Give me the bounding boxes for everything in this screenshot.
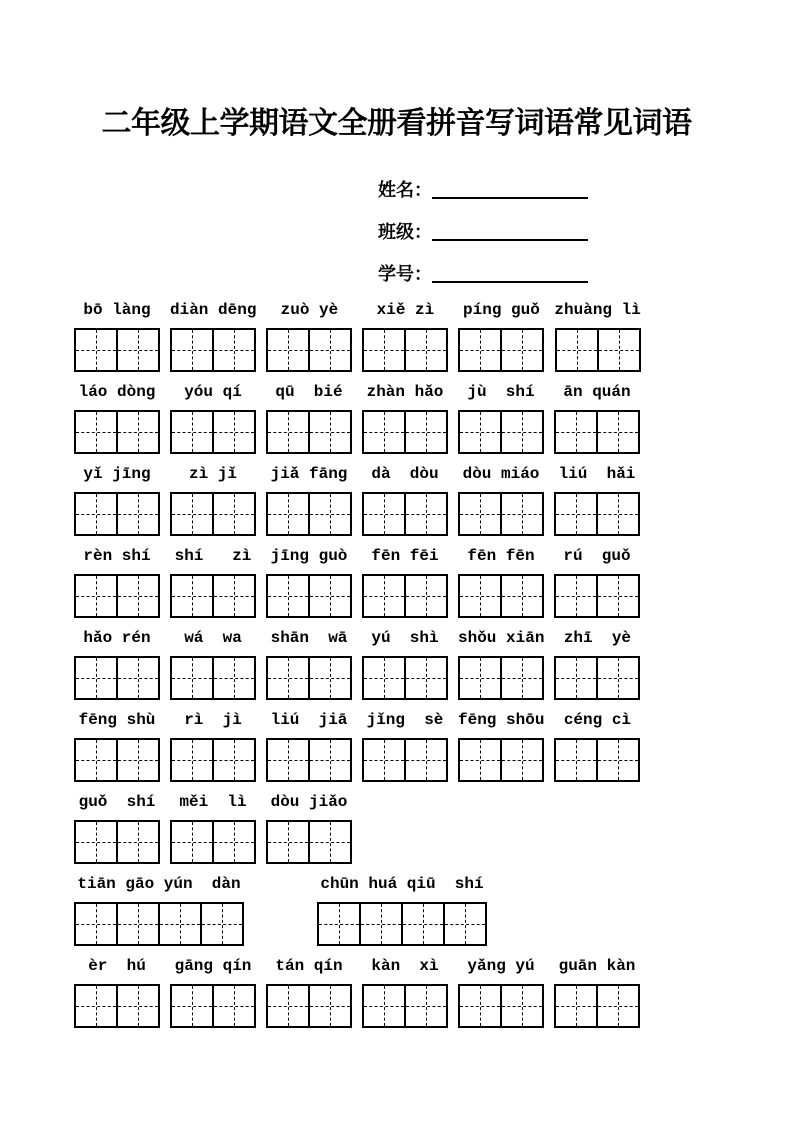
word-unit (170, 956, 256, 1028)
pinyin-label: jīng guò (270, 547, 348, 565)
pinyin-label: zuò yè (280, 301, 339, 319)
word-unit (170, 792, 256, 864)
writing-grid[interactable] (170, 738, 256, 782)
word-row (74, 956, 793, 1028)
word-unit (266, 382, 352, 454)
writing-grid[interactable] (458, 984, 544, 1028)
pinyin-label: chūn huá qiū shí (320, 875, 484, 893)
word-row (74, 546, 793, 618)
grid-cell[interactable] (268, 740, 308, 780)
grid-cell[interactable] (268, 494, 308, 534)
writing-grid[interactable] (266, 984, 352, 1028)
grid-cell[interactable] (76, 658, 116, 698)
word-unit (458, 710, 544, 782)
grid-cell[interactable] (460, 494, 500, 534)
writing-grid[interactable] (266, 656, 352, 700)
grid-cell[interactable] (308, 986, 350, 1026)
word-row (74, 792, 793, 864)
pinyin-label: zì jǐ (188, 465, 237, 483)
writing-grid[interactable] (170, 574, 256, 618)
grid-cell[interactable] (268, 576, 308, 616)
grid-cell[interactable] (116, 412, 158, 452)
word-row (74, 464, 793, 536)
grid-cell[interactable] (76, 904, 116, 944)
word-unit (74, 300, 160, 372)
grid-cell[interactable] (308, 822, 350, 862)
grid-cell[interactable] (596, 986, 638, 1026)
word-unit (266, 710, 352, 782)
writing-grid[interactable] (266, 738, 352, 782)
grid-cell[interactable] (401, 904, 443, 944)
pinyin-label: guān kàn (558, 957, 636, 975)
word-unit (74, 792, 160, 864)
writing-grid[interactable] (266, 410, 352, 454)
grid-cell[interactable] (116, 904, 158, 944)
pinyin-label: láo dòng (78, 383, 156, 401)
grid-cell[interactable] (308, 576, 350, 616)
writing-grid[interactable] (554, 574, 640, 618)
grid-cell[interactable] (364, 330, 404, 370)
pinyin-label: dòu jiǎo (270, 793, 348, 811)
pinyin-label: píng guǒ (463, 301, 540, 319)
word-unit (74, 382, 160, 454)
word-row (74, 628, 793, 700)
pinyin-label: dòu miáo (462, 465, 540, 483)
grid-cell[interactable] (200, 904, 242, 944)
grid-cell[interactable] (172, 658, 212, 698)
student-number-fill-in-line[interactable] (432, 264, 588, 283)
grid-cell[interactable] (404, 494, 446, 534)
pinyin-label: céng cì (563, 711, 632, 729)
word-unit (362, 464, 448, 536)
grid-cell[interactable] (308, 412, 350, 452)
pinyin-label: yǎng yú (467, 957, 535, 975)
word-unit (458, 464, 544, 536)
info-field-class (378, 210, 793, 252)
writing-grid[interactable] (170, 328, 256, 372)
writing-grid[interactable] (554, 492, 640, 536)
word-unit (170, 546, 256, 618)
word-unit (266, 956, 352, 1028)
grid-cell[interactable] (76, 494, 116, 534)
writing-grid[interactable] (170, 410, 256, 454)
grid-cell[interactable] (172, 822, 212, 862)
grid-cell[interactable] (460, 330, 500, 370)
pinyin-label: dà dòu (371, 465, 439, 483)
writing-grid[interactable] (458, 738, 544, 782)
grid-cell[interactable] (212, 986, 254, 1026)
word-unit (266, 792, 352, 864)
class-field-label: 班级： (378, 222, 432, 242)
grid-cell[interactable] (500, 658, 542, 698)
writing-grid[interactable] (74, 410, 160, 454)
writing-grid[interactable] (362, 328, 448, 372)
pinyin-label: yóu qí (184, 383, 242, 401)
writing-grid[interactable] (74, 738, 160, 782)
pinyin-label: tiān gāo yún dàn (77, 875, 241, 893)
word-unit (266, 546, 352, 618)
grid-cell[interactable] (212, 658, 254, 698)
grid-cell[interactable] (404, 740, 446, 780)
writing-grid[interactable] (170, 492, 256, 536)
writing-grid[interactable] (458, 656, 544, 700)
writing-grid[interactable] (362, 574, 448, 618)
grid-cell[interactable] (76, 412, 116, 452)
pinyin-label: fēng shōu (458, 711, 545, 729)
word-unit (362, 710, 448, 782)
grid-cell[interactable] (212, 740, 254, 780)
grid-cell[interactable] (404, 576, 446, 616)
pinyin-label: kàn xì (371, 957, 439, 975)
grid-cell[interactable] (596, 740, 638, 780)
writing-grid[interactable] (555, 328, 641, 372)
grid-cell[interactable] (460, 576, 500, 616)
pinyin-label: zhuàng lì (554, 301, 641, 319)
pinyin-label: qū bié (275, 383, 343, 401)
pinyin-label: wá wa (184, 629, 242, 647)
grid-cell[interactable] (596, 576, 638, 616)
pinyin-label: èr hú (88, 957, 146, 975)
word-row (74, 382, 793, 454)
pinyin-label: rú guǒ (563, 547, 631, 565)
grid-cell[interactable] (364, 494, 404, 534)
writing-grid[interactable] (458, 492, 544, 536)
pinyin-label: rèn shí (83, 547, 151, 565)
writing-grid[interactable] (170, 820, 256, 864)
grid-cell[interactable] (500, 494, 542, 534)
pinyin-label: yú shì (371, 629, 439, 647)
grid-cell[interactable] (172, 412, 212, 452)
word-unit (458, 300, 544, 372)
grid-cell[interactable] (76, 330, 116, 370)
student-info (378, 168, 793, 294)
writing-grid[interactable] (554, 656, 640, 700)
writing-grid[interactable] (362, 984, 448, 1028)
grid-cell[interactable] (268, 330, 308, 370)
grid-cell[interactable] (172, 330, 212, 370)
pinyin-label: xiě zì (376, 301, 435, 319)
writing-grid[interactable] (170, 984, 256, 1028)
writing-grid[interactable] (74, 820, 160, 864)
word-unit (74, 464, 160, 536)
writing-grid[interactable] (362, 410, 448, 454)
pinyin-label: jǐng sè (366, 711, 444, 729)
name-fill-in-line[interactable] (432, 180, 588, 199)
writing-grid[interactable] (74, 574, 160, 618)
grid-cell[interactable] (556, 412, 596, 452)
grid-cell[interactable] (556, 658, 596, 698)
word-unit (554, 300, 640, 372)
grid-cell[interactable] (460, 740, 500, 780)
word-unit (362, 956, 448, 1028)
info-field-student-number (378, 252, 793, 294)
grid-cell[interactable] (500, 986, 542, 1026)
grid-cell[interactable] (596, 412, 638, 452)
grid-cell[interactable] (500, 740, 542, 780)
pinyin-label: hǎo rén (83, 629, 151, 647)
writing-grid[interactable] (362, 492, 448, 536)
grid-cell[interactable] (308, 494, 350, 534)
writing-grid[interactable] (266, 820, 352, 864)
grid-cell[interactable] (308, 740, 350, 780)
grid-cell[interactable] (359, 904, 401, 944)
word-unit (554, 382, 640, 454)
pinyin-label: bō làng (83, 301, 151, 319)
grid-cell[interactable] (116, 330, 158, 370)
grid-cell[interactable] (268, 986, 308, 1026)
grid-cell[interactable] (268, 822, 308, 862)
pinyin-label: liú jiā (270, 711, 348, 729)
grid-cell[interactable] (404, 986, 446, 1026)
word-unit (170, 300, 256, 372)
grid-cell[interactable] (460, 986, 500, 1026)
grid-cell[interactable] (364, 576, 404, 616)
word-unit (458, 382, 544, 454)
pinyin-label: jù shí (467, 383, 535, 401)
word-unit (554, 710, 640, 782)
grid-cell[interactable] (404, 658, 446, 698)
grid-cell[interactable] (404, 412, 446, 452)
grid-cell[interactable] (500, 576, 542, 616)
word-unit (458, 628, 544, 700)
pinyin-label: shí zì (174, 547, 252, 565)
grid-cell[interactable] (116, 576, 158, 616)
pinyin-label: diàn dēng (170, 301, 257, 319)
grid-cell[interactable] (116, 822, 158, 862)
writing-grid[interactable] (266, 492, 352, 536)
writing-grid[interactable] (266, 574, 352, 618)
grid-cell[interactable] (364, 412, 404, 452)
word-unit (266, 628, 352, 700)
grid-cell[interactable] (460, 658, 500, 698)
writing-grid[interactable] (170, 656, 256, 700)
writing-grid[interactable] (74, 328, 160, 372)
grid-cell[interactable] (76, 986, 116, 1026)
grid-cell[interactable] (308, 330, 350, 370)
word-unit (362, 546, 448, 618)
word-unit (554, 628, 640, 700)
grid-cell[interactable] (460, 412, 500, 452)
grid-cell[interactable] (212, 494, 254, 534)
grid-cell[interactable] (556, 576, 596, 616)
word-unit (317, 874, 487, 946)
grid-cell[interactable] (172, 740, 212, 780)
grid-cell[interactable] (76, 740, 116, 780)
pinyin-label: fēn fēi (371, 547, 439, 565)
grid-cell[interactable] (364, 740, 404, 780)
word-unit (74, 956, 160, 1028)
word-unit (362, 382, 448, 454)
word-unit (266, 300, 352, 372)
writing-grid[interactable] (317, 902, 487, 946)
pinyin-label: zhàn hǎo (366, 383, 444, 401)
page-title: 二年级上学期语文全册看拼音写词语常见词语 (101, 107, 692, 140)
pinyin-label: ān quán (563, 383, 631, 401)
grid-cell[interactable] (597, 330, 639, 370)
word-unit (170, 628, 256, 700)
grid-cell[interactable] (556, 494, 596, 534)
grid-cell[interactable] (500, 330, 542, 370)
pinyin-label: fēng shù (78, 711, 156, 729)
writing-grid[interactable] (74, 902, 244, 946)
word-row (74, 300, 793, 372)
grid-cell[interactable] (268, 658, 308, 698)
word-unit (170, 710, 256, 782)
word-unit (266, 464, 352, 536)
word-row (74, 710, 793, 782)
grid-cell[interactable] (116, 740, 158, 780)
grid-cell[interactable] (557, 330, 597, 370)
writing-grid[interactable] (74, 984, 160, 1028)
student-number-field-label: 学号： (378, 264, 432, 284)
writing-grid[interactable] (458, 410, 544, 454)
grid-cell[interactable] (364, 658, 404, 698)
grid-cell[interactable] (556, 986, 596, 1026)
pinyin-label: zhī yè (563, 629, 632, 647)
word-unit (554, 464, 640, 536)
pinyin-label: jiǎ fāng (270, 465, 348, 483)
class-fill-in-line[interactable] (432, 222, 588, 241)
pinyin-label: shǒu xiān (458, 629, 545, 647)
pinyin-label: guǒ shí (78, 793, 156, 811)
writing-grid[interactable] (458, 574, 544, 618)
word-row (74, 874, 793, 946)
pinyin-label: gāng qín (174, 957, 252, 975)
grid-cell[interactable] (268, 412, 308, 452)
grid-cell[interactable] (596, 658, 638, 698)
writing-grid[interactable] (458, 328, 544, 372)
pinyin-label: tán qín (275, 957, 343, 975)
word-unit (170, 382, 256, 454)
word-unit (74, 874, 244, 946)
word-unit (362, 628, 448, 700)
word-unit (170, 464, 256, 536)
grid-cell[interactable] (556, 740, 596, 780)
writing-grid[interactable] (554, 738, 640, 782)
grid-cell[interactable] (596, 494, 638, 534)
word-unit (74, 546, 160, 618)
grid-cell[interactable] (364, 986, 404, 1026)
grid-cell[interactable] (212, 330, 254, 370)
grid-cell[interactable] (116, 494, 158, 534)
info-field-name (378, 168, 793, 210)
name-field-label: 姓名： (378, 180, 432, 200)
grid-cell[interactable] (443, 904, 485, 944)
word-unit (362, 300, 448, 372)
pinyin-label: yǐ jīng (83, 465, 151, 483)
grid-cell[interactable] (76, 576, 116, 616)
grid-cell[interactable] (319, 904, 359, 944)
grid-cell[interactable] (76, 822, 116, 862)
grid-cell[interactable] (116, 658, 158, 698)
grid-cell[interactable] (308, 658, 350, 698)
word-unit (458, 956, 544, 1028)
writing-grid[interactable] (74, 656, 160, 700)
pinyin-label: shān wā (270, 629, 348, 647)
writing-grid[interactable] (266, 328, 352, 372)
grid-cell[interactable] (404, 330, 446, 370)
grid-cell[interactable] (500, 412, 542, 452)
worksheet (74, 300, 793, 1028)
word-unit (458, 546, 544, 618)
writing-grid[interactable] (554, 410, 640, 454)
writing-grid[interactable] (362, 738, 448, 782)
word-unit (74, 628, 160, 700)
grid-cell[interactable] (212, 576, 254, 616)
grid-cell[interactable] (212, 412, 254, 452)
pinyin-label: liú hǎi (558, 465, 636, 483)
writing-grid[interactable] (74, 492, 160, 536)
writing-grid[interactable] (362, 656, 448, 700)
word-unit (554, 546, 640, 618)
word-unit (554, 956, 640, 1028)
pinyin-label: měi lì (179, 793, 247, 811)
grid-cell[interactable] (172, 986, 212, 1026)
pinyin-label: fēn fēn (467, 547, 535, 565)
grid-cell[interactable] (172, 576, 212, 616)
grid-cell[interactable] (172, 494, 212, 534)
grid-cell[interactable] (212, 822, 254, 862)
grid-cell[interactable] (116, 986, 158, 1026)
word-unit (74, 710, 160, 782)
grid-cell[interactable] (158, 904, 200, 944)
pinyin-label: rì jì (184, 711, 242, 729)
writing-grid[interactable] (554, 984, 640, 1028)
